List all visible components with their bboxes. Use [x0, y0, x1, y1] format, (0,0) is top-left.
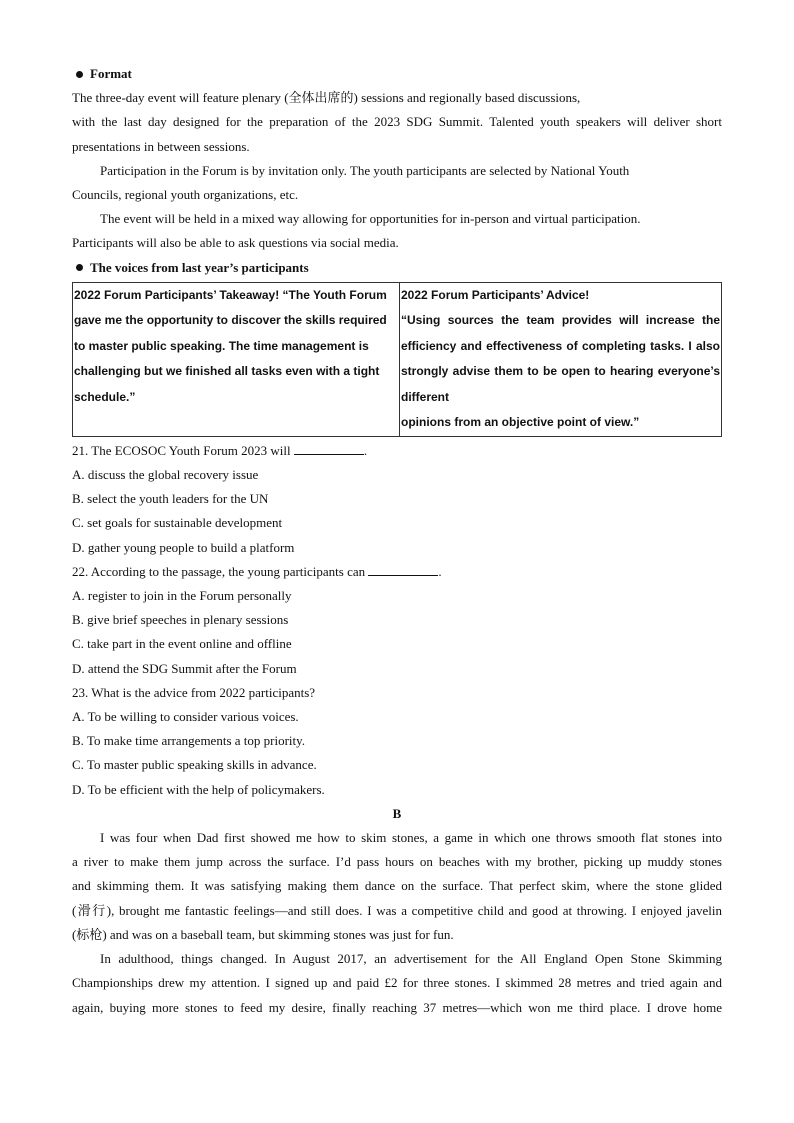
voices-heading	[72, 256, 722, 280]
voices-table	[72, 282, 722, 437]
advice-line: different	[401, 389, 449, 404]
question-22-option-b: B. give brief speeches in plenary sessions	[72, 612, 289, 628]
takeaway-line: schedule.”	[74, 389, 136, 404]
section-b-para1-line: a river to make them jump across the surface. I’d pass hours on beaches with my brother, picking up muddy stones	[72, 854, 722, 870]
advice-line: opinions from an objective point of view.”	[401, 415, 640, 430]
format-para2-line-2: Councils, regional youth organizations, etc.	[72, 187, 299, 203]
document-content	[72, 62, 722, 1020]
takeaway-line: challenging but we finished all tasks even with a tight	[74, 364, 380, 379]
question-23-stem	[72, 681, 722, 705]
question-stem-text: 21. The ECOSOC Youth Forum 2023 will	[72, 442, 291, 458]
question-21-option-b: B. select the youth leaders for the UN	[72, 491, 269, 507]
question-21-option-a: A. discuss the global recovery issue	[72, 467, 259, 483]
question-22-option-d: D. attend the SDG Summit after the Forum	[72, 660, 297, 676]
format-para3-line-2: Participants will also be able to ask questions via social media.	[72, 235, 399, 251]
format-heading	[72, 62, 722, 86]
question-23-option-b: B. To make time arrangements a top priority.	[72, 733, 306, 749]
answer-blank	[368, 563, 438, 576]
format-line-2: with the last day designed for the preparation of the 2023 SDG Summit. Talented youth speakers will deliver short	[72, 114, 722, 130]
section-b-label: B	[392, 805, 402, 821]
answer-blank	[294, 442, 364, 455]
section-b-para1-line: I was four when Dad first showed me how to skim stones, a game in which one throws smooth flat stones into	[100, 830, 722, 846]
question-21-option-c: C. set goals for sustainable development	[72, 515, 283, 531]
question-21-stem	[72, 439, 722, 463]
takeaway-cell	[73, 282, 400, 436]
format-para3-line-1: The event will be held in a mixed way allowing for opportunities for in-person and virtual participation.	[100, 211, 641, 227]
question-stem-text: 23. What is the advice from 2022 participants?	[72, 684, 316, 700]
question-stem-text: 22. According to the passage, the young participants can	[72, 563, 366, 579]
takeaway-line: gave me the opportunity to discover the skills required	[74, 313, 387, 328]
section-b-para1-line: (标枪) and was on a baseball team, but skimming stones was just for fun.	[72, 926, 454, 942]
question-22-option-a: A. register to join in the Forum personally	[72, 588, 292, 604]
advice-line: efficiency and effectiveness of completing tasks. I also	[401, 338, 720, 353]
question-stem-end: .	[363, 442, 368, 458]
question-stem-end: .	[438, 563, 442, 579]
voices-heading-text: The voices from last year’s participants	[90, 259, 309, 275]
takeaway-line: to master public speaking. The time management is	[74, 338, 369, 353]
question-22-stem	[72, 560, 722, 584]
advice-line: 2022 Forum Participants’ Advice!	[401, 287, 590, 302]
bullet-icon	[76, 71, 83, 78]
advice-cell	[400, 282, 722, 436]
question-23-option-c: C. To master public speaking skills in advance.	[72, 757, 317, 773]
format-heading-text: Format	[90, 66, 132, 81]
section-b-para1-line: (滑行), brought me fantastic feelings—and still does. I was a competitive child and good at throwing. I enjoyed javelin	[72, 902, 722, 918]
advice-line: strongly advise them to be open to hearing everyone’s	[401, 364, 720, 379]
advice-line: “Using sources the team provides will increase the	[401, 313, 720, 328]
section-b-para2-line: Championships drew my attention. I signed up and paid £2 for three stones. I skimmed 28 metres and tried again and	[72, 975, 722, 991]
question-23-option-d: D. To be efficient with the help of policymakers.	[72, 781, 325, 797]
format-para2-line-1: Participation in the Forum is by invitation only. The youth participants are selected by National Youth	[100, 162, 630, 178]
takeaway-line: 2022 Forum Participants’ Takeaway! “The Youth Forum	[74, 287, 387, 302]
section-b-para2-line: again, buying more stones to feed my desire, finally reaching 37 metres—which won me third place. I drove home	[72, 999, 722, 1015]
question-22-option-c: C. take part in the event online and offline	[72, 636, 292, 652]
question-23-option-a: A. To be willing to consider various voices.	[72, 709, 299, 725]
bullet-icon	[76, 264, 83, 271]
question-21-option-d: D. gather young people to build a platform	[72, 539, 295, 555]
format-line-3: presentations in between sessions.	[72, 138, 250, 154]
section-b-para2-line: In adulthood, things changed. In August 2017, an advertisement for the All England Open Stone Skimming	[100, 951, 722, 967]
format-line-1: The three-day event will feature plenary (全体出席的) sessions and regionally based discussions,	[72, 90, 581, 106]
section-b-para1-line: and skimming them. It was satisfying making them dance on the surface. That perfect skim, where the stone glided	[72, 878, 722, 894]
